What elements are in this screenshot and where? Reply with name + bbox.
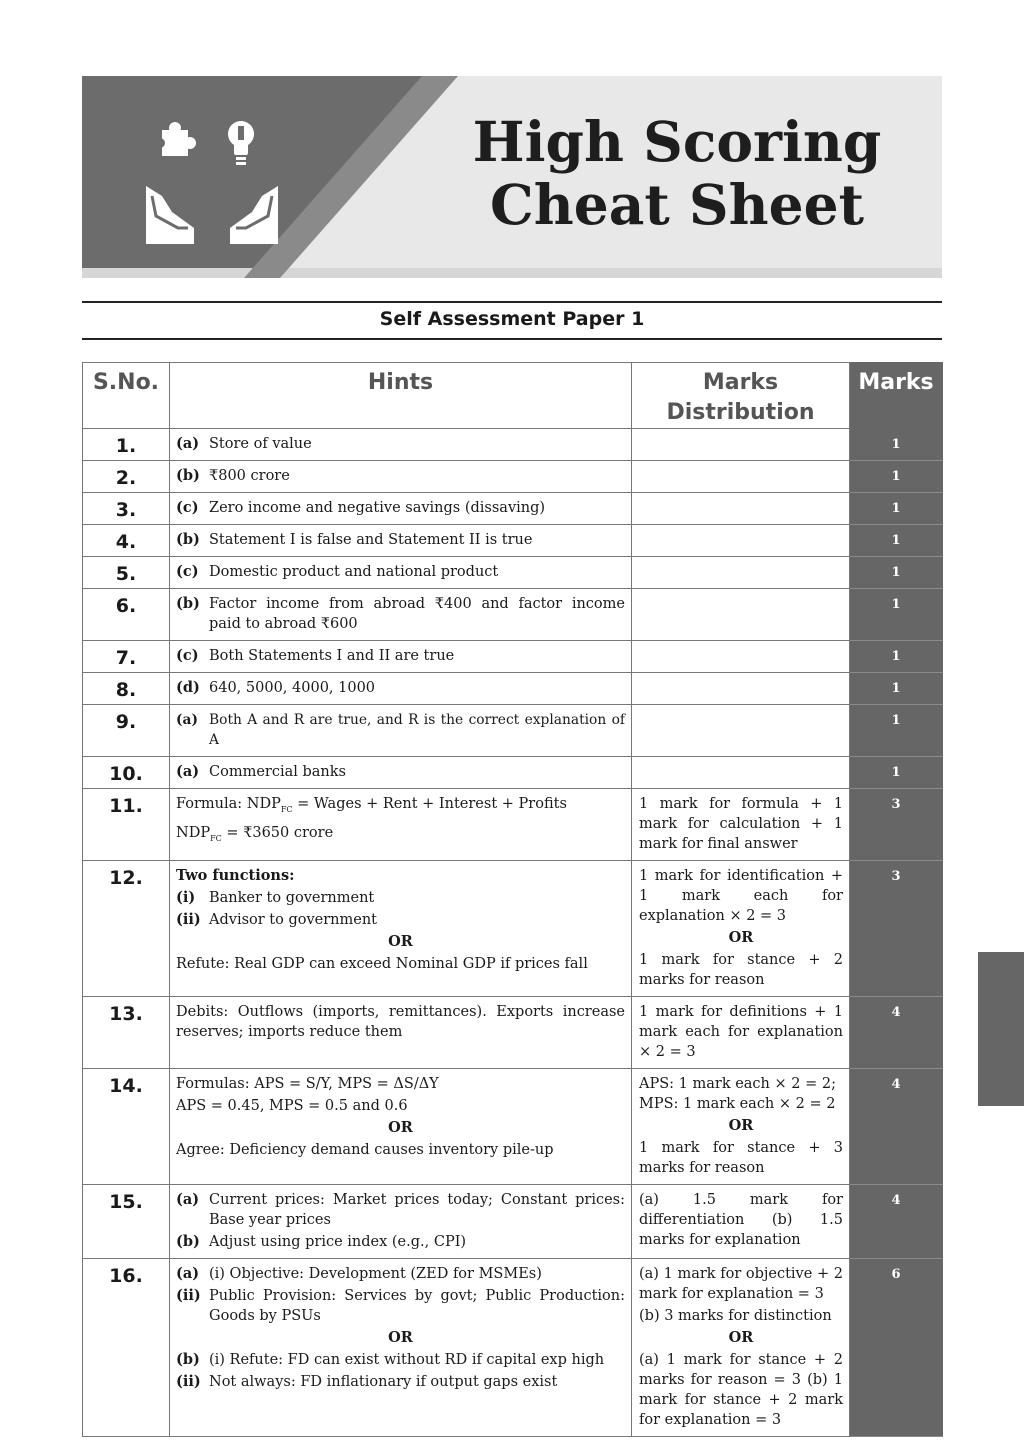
table-row [83,1259,943,1437]
row-marks: 1 [850,589,943,641]
row-distribution: 1 mark for formula + 1 mark for calculation + 1 mark for final answer [632,789,850,861]
row-hint: (b) Statement I is false and Statement II is true [170,525,632,557]
table-row [83,705,943,757]
row-hint: (b) ₹800 crore [170,461,632,493]
row-number: 2. [83,461,170,493]
row-distribution [632,429,850,461]
row-distribution [632,493,850,525]
row-marks: 1 [850,493,943,525]
side-thumb-tab [978,952,1024,1106]
row-marks: 1 [850,705,943,757]
row-hint: Two functions: (i) Banker to government (ii) Advisor to government OR Refute: Real GDP can exceed Nominal GDP if prices fall [170,861,632,997]
header-banner [82,76,942,278]
table-row [83,557,943,589]
table-row [83,525,943,557]
row-number: 11. [83,789,170,861]
row-hint: (a) Both A and R are true, and R is the correct explanation of A [170,705,632,757]
row-marks: 1 [850,673,943,705]
row-number: 4. [83,525,170,557]
row-distribution [632,673,850,705]
row-number: 14. [83,1069,170,1185]
row-distribution [632,525,850,557]
subtitle-top-rule [82,301,942,303]
row-number: 10. [83,757,170,789]
row-hint: (c) Zero income and negative savings (dissaving) [170,493,632,525]
table-row [83,789,943,861]
row-marks: 4 [850,1069,943,1185]
banner-title-line-2: Cheat Sheet [489,172,865,237]
row-number: 16. [83,1259,170,1437]
header-hints: Hints [170,363,632,429]
row-distribution [632,557,850,589]
row-marks: 1 [850,461,943,493]
row-distribution [632,589,850,641]
table-row [83,673,943,705]
row-hint: (b) Factor income from abroad ₹400 and factor income paid to abroad ₹600 [170,589,632,641]
header-sno: S.No. [83,363,170,429]
row-number: 9. [83,705,170,757]
row-number: 5. [83,557,170,589]
row-hint: Debits: Outflows (imports, remittances). Exports increase reserves; imports reduce them [170,997,632,1069]
row-marks: 1 [850,429,943,461]
table-row [83,861,943,997]
subtitle: Self Assessment Paper 1 [379,308,645,330]
row-number: 6. [83,589,170,641]
header-marks: Marks [850,363,943,429]
row-hint: (c) Domestic product and national product [170,557,632,589]
row-marks: 3 [850,789,943,861]
row-marks: 3 [850,861,943,997]
row-distribution [632,757,850,789]
row-marks: 4 [850,997,943,1069]
row-number: 7. [83,641,170,673]
row-marks: 4 [850,1185,943,1259]
header-marks-distribution: Marks Distribution [632,363,850,429]
row-marks: 6 [850,1259,943,1437]
row-hint: Formula: $NDP_{FC}$ = Wages + Rent + Interest + Profits $NDP_{FC}$ = ₹3650 crore [170,789,632,861]
row-marks: 1 [850,641,943,673]
row-distribution [632,641,850,673]
table-row [83,1185,943,1259]
table-row [83,429,943,461]
table-row [83,997,943,1069]
row-hint: (c) Both Statements I and II are true [170,641,632,673]
row-distribution [632,461,850,493]
row-distribution [632,705,850,757]
row-distribution: (a) 1 mark for objective + 2 mark for explanation = 3 (b) 3 marks for distinction OR (a) 1 mark for stance + 2 marks for reason = 3 (b) 1 mark for stance + 2 mark for explanation = 3 [632,1259,850,1437]
banner-title [462,110,892,236]
table-row [83,493,943,525]
row-number: 12. [83,861,170,997]
row-number: 8. [83,673,170,705]
row-distribution: 1 mark for definitions + 1 mark each for explanation × 2 = 3 [632,997,850,1069]
row-hint: (a) (i) Objective: Development (ZED for MSMEs) (ii) Public Provision: Services by govt; Public Production: Goods by PSUs OR (b) (i) Refute: FD can exist without RD if capital exp high (ii) Not always: FD inflationary if output gaps exist [170,1259,632,1437]
row-hint: (d) 640, 5000, 4000, 1000 [170,673,632,705]
table-row [83,1069,943,1185]
row-number: 3. [83,493,170,525]
row-marks: 1 [850,757,943,789]
row-marks: 1 [850,557,943,589]
table-row [83,461,943,493]
row-distribution: (a) 1.5 mark for differentiation (b) 1.5 marks for explanation [632,1185,850,1259]
row-number: 1. [83,429,170,461]
table-row [83,641,943,673]
row-hint: Formulas: APS = S/Y, MPS = ΔS/ΔY APS = 0.45, MPS = 0.5 and 0.6 OR Agree: Deficiency demand causes inventory pile-up [170,1069,632,1185]
puzzle-bulb-hands-icon [142,116,282,246]
row-number: 15. [83,1185,170,1259]
row-hint: (a) Store of value [170,429,632,461]
table-row [83,589,943,641]
row-marks: 1 [850,525,943,557]
row-distribution: APS: 1 mark each × 2 = 2; MPS: 1 mark each × 2 = 2 OR 1 mark for stance + 3 marks for reason [632,1069,850,1185]
table-header-row [83,363,943,429]
answer-table [82,362,943,1437]
banner-title-line-1: High Scoring [472,109,882,174]
table-row [83,757,943,789]
row-hint: (a) Commercial banks [170,757,632,789]
row-hint: (a) Current prices: Market prices today; Constant prices: Base year prices (b) Adjust using price index (e.g., CPI) [170,1185,632,1259]
row-distribution: 1 mark for identification + 1 mark each for explanation × 2 = 3 OR 1 mark for stance + 2 marks for reason [632,861,850,997]
row-number: 13. [83,997,170,1069]
subtitle-bottom-rule [82,338,942,340]
